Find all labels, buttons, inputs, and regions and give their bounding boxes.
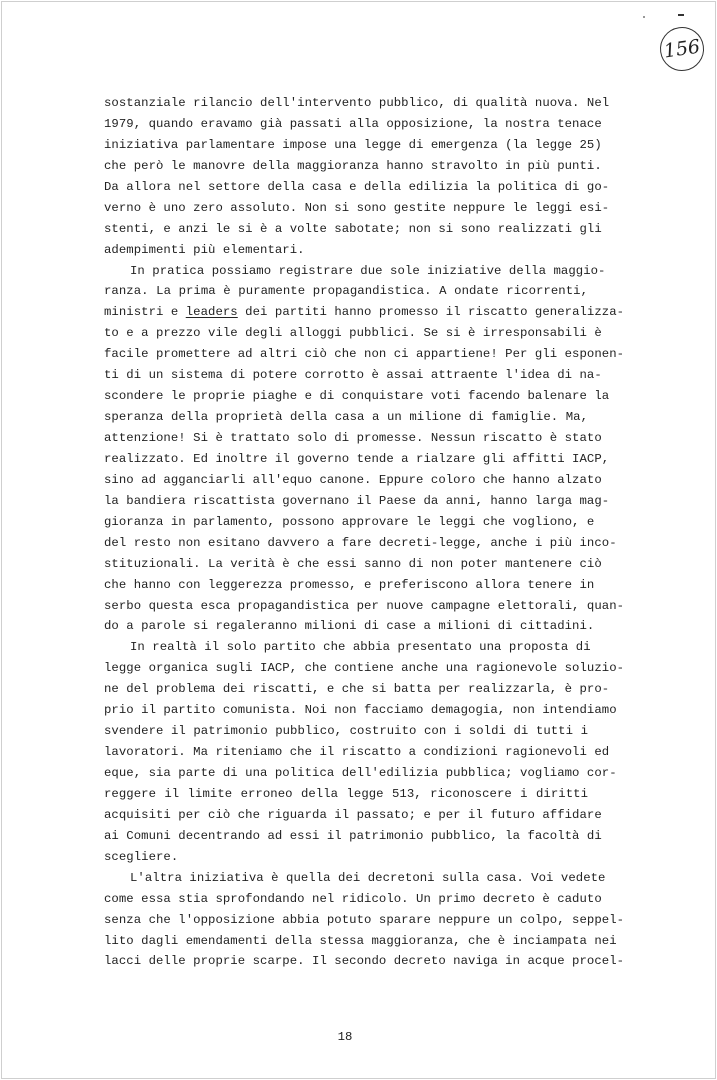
- text-line: del resto non esitano davvero a fare decreti-legge, anche i più inco-: [104, 535, 617, 550]
- text-line: acquisiti per ciò che riguarda il passato; e per il futuro affidare: [104, 807, 602, 822]
- line-segment: ministri e: [104, 305, 186, 320]
- text-line: ranza. La prima è puramente propagandistica. A ondate ricorrenti,: [104, 284, 588, 299]
- page-stamp: 156: [657, 24, 707, 74]
- text-line: stituzionali. La verità è che essi sanno di non poter mantenere ciò: [104, 556, 602, 571]
- text-line: to e a prezzo vile degli alloggi pubblici. Se si è irresponsabili è: [104, 326, 602, 341]
- text-line: facile promettere ad altri ciò che non ci appartiene! Per gli esponen-: [104, 347, 625, 362]
- text-line: L'altra iniziativa è quella dei decretoni sulla casa. Voi vedete: [130, 870, 606, 885]
- line-segment: dei partiti hanno promesso il riscatto generalizza-: [237, 305, 625, 320]
- text-line: la bandiera riscattista governano il Paese da anni, hanno larga mag-: [104, 493, 610, 508]
- text-line: svendere il patrimonio pubblico, costruito con i soldi di tutti i: [104, 724, 588, 739]
- text-line: realizzato. Ed inoltre il governo tende a rialzare gli affitti IACP,: [104, 451, 610, 466]
- text-line: scegliere.: [104, 849, 179, 864]
- text-line: lavoratori. Ma riteniamo che il riscatto a condizioni ragionevoli ed: [104, 745, 610, 760]
- text-line: prio il partito comunista. Noi non facciamo demagogia, non intendiamo: [104, 703, 617, 718]
- text-line: sino ad agganciarli all'equo canone. Eppure coloro che hanno alzato: [104, 472, 602, 487]
- underlined-word: leaders: [185, 305, 238, 320]
- text-line: ne del problema dei riscatti, e che si batta per realizzarla, è pro-: [104, 682, 610, 697]
- body-text: [104, 93, 625, 972]
- text-line: ai Comuni decentrando ad essi il patrimonio pubblico, la facoltà di: [104, 828, 602, 843]
- text-line: speranza della proprietà della casa a un milione di famiglie. Ma,: [104, 410, 588, 425]
- text-line: lacci delle proprie scarpe. Il secondo decreto naviga in acque procel-: [104, 954, 625, 969]
- tick-mark: [678, 14, 684, 16]
- text-line: sostanziale rilancio dell'intervento pubblico, di qualità nuova. Nel: [104, 96, 610, 110]
- text-line: verno è uno zero assoluto. Non si sono gestite neppure le leggi esi-: [104, 200, 610, 215]
- text-line: eque, sia parte di una politica dell'edilizia pubblica; vogliamo cor-: [104, 766, 617, 780]
- text-line: come essa stia sprofondando nel ridicolo. Un primo decreto è caduto: [104, 891, 602, 906]
- text-line: do a parole si regaleranno milioni di case a milioni di cittadini.: [104, 619, 595, 634]
- text-line: gioranza in parlamento, possono approvare le leggi che vogliono, e: [104, 514, 595, 529]
- text-line: che però le manovre della maggioranza hanno stravolto in più punti.: [104, 158, 602, 173]
- text-line: iniziativa parlamentare impose una legge di emergenza (la legge 25): [104, 137, 602, 152]
- text-line: adempimenti più elementari.: [104, 242, 305, 257]
- text-line: reggere il limite erroneo della legge 513, riconoscere i diritti: [104, 786, 588, 801]
- text-line: legge organica sugli IACP, che contiene anche una ragionevole soluzio-: [104, 661, 625, 676]
- dot-mark: [643, 16, 645, 18]
- text-line: In pratica possiamo registrare due sole iniziative della maggio-: [130, 263, 606, 278]
- text-line: 1979, quando eravamo già passati alla opposizione, la nostra tenace: [104, 116, 602, 131]
- text-line: serbo questa esca propagandistica per nuove campagne elettorali, quan-: [104, 598, 625, 613]
- text-line: senza che l'opposizione abbia potuto sparare neppure un colpo, seppel-: [104, 912, 625, 927]
- text-line: attenzione! Si è trattato solo di promesse. Nessun riscatto è stato: [104, 431, 602, 445]
- text-line: lito dagli emendamenti della stessa maggioranza, che è inciampata nei: [104, 933, 617, 948]
- page-number: 18: [337, 1030, 353, 1044]
- text-line: [104, 302, 625, 323]
- text-line: stenti, e anzi le si è a volte sabotate; non si sono realizzati gli: [104, 221, 602, 236]
- text-line: che hanno con leggerezza promesso, e preferiscono allora tenere in: [104, 577, 595, 592]
- text-line: Da allora nel settore della casa e della edilizia la politica di go-: [104, 179, 610, 194]
- text-line: scondere le proprie piaghe e di conquistare voti facendo balenare la: [104, 389, 610, 404]
- text-line: ti di un sistema di potere corrotto è assai attraente l'idea di na-: [104, 368, 602, 383]
- text-line: In realtà il solo partito che abbia presentato una proposta di: [130, 640, 591, 655]
